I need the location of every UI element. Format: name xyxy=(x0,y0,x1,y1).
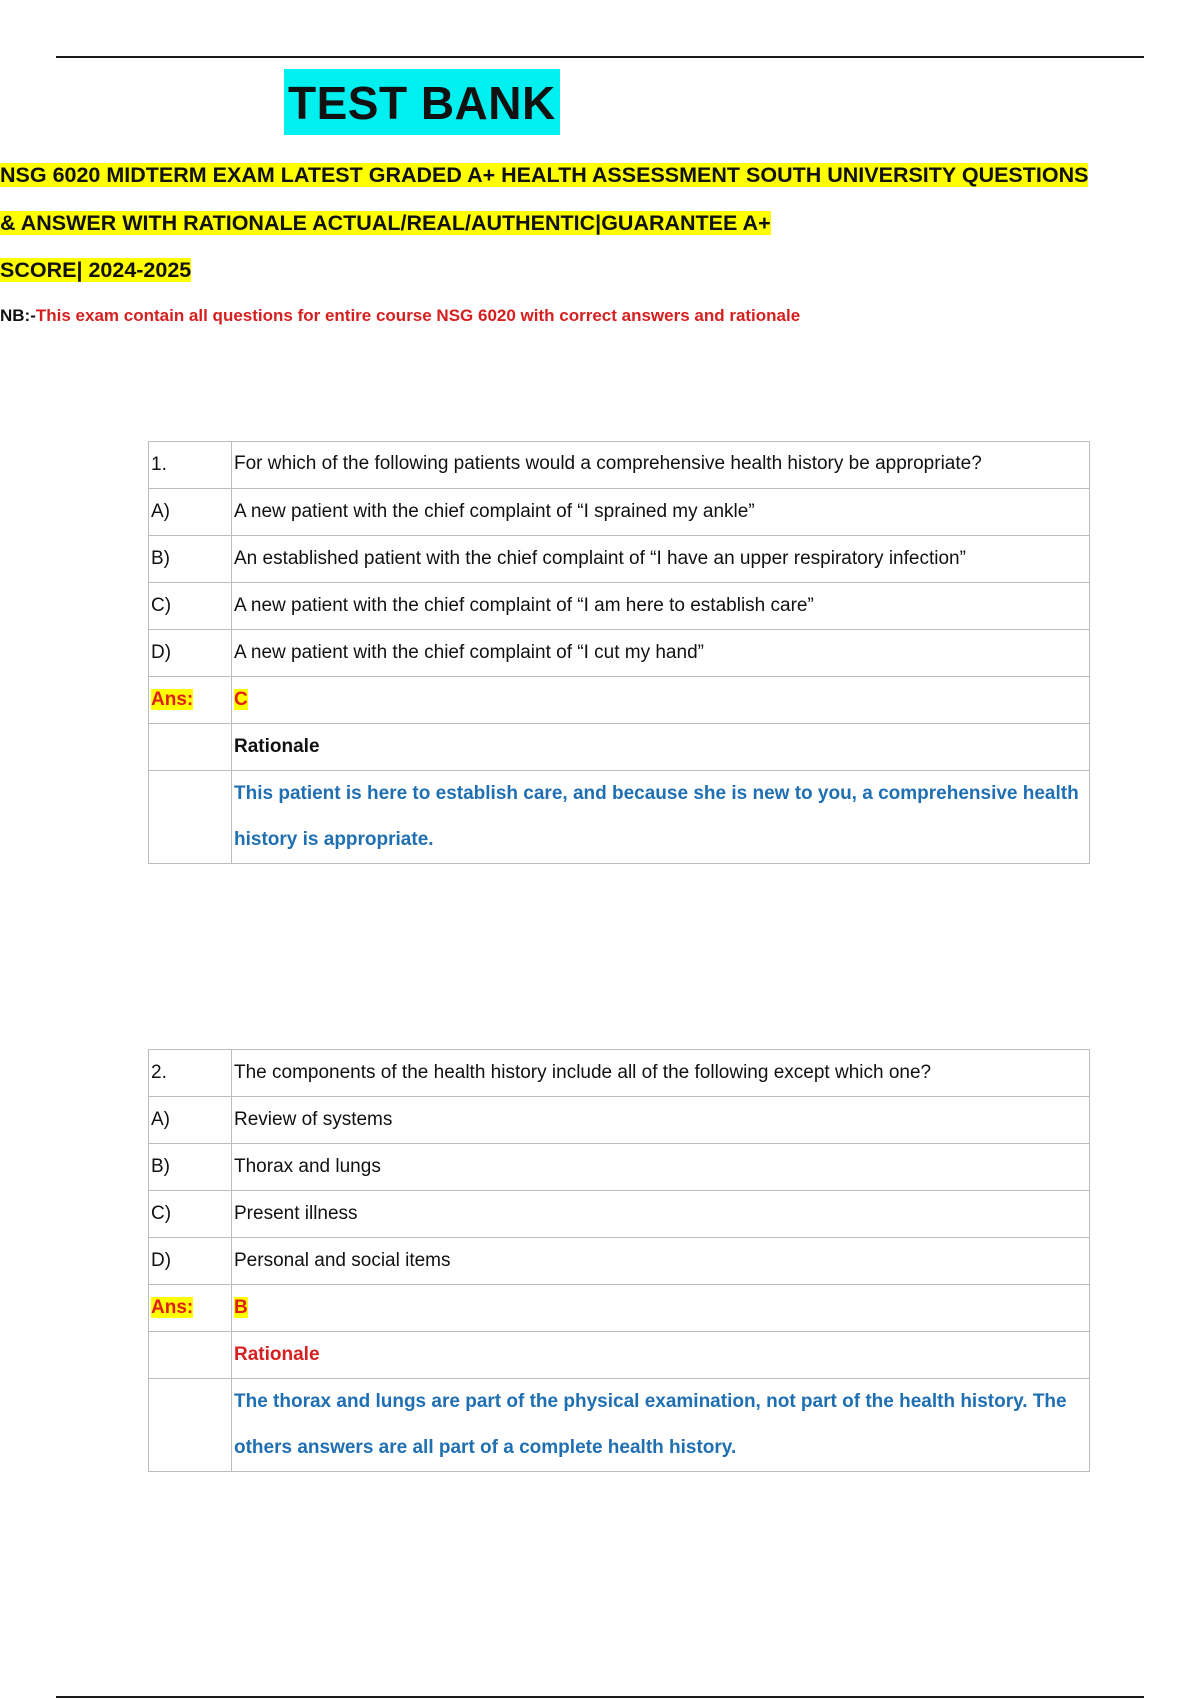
option-label: B) xyxy=(149,536,232,583)
answer-row xyxy=(149,677,1090,724)
option-row xyxy=(149,1191,1090,1238)
option-text: Personal and social items xyxy=(232,1238,1090,1285)
rationale-heading: Rationale xyxy=(232,1332,1090,1379)
heading-line-2: & ANSWER WITH RATIONALE ACTUAL/REAL/AUTHENTIC|GUARANTEE A+ xyxy=(0,211,771,235)
question-table-2 xyxy=(148,1049,1090,1472)
option-text: A new patient with the chief complaint of “I cut my hand” xyxy=(232,630,1090,677)
question-number: 2. xyxy=(149,1050,232,1097)
option-label: A) xyxy=(149,489,232,536)
option-row xyxy=(149,1144,1090,1191)
rationale-row xyxy=(149,771,1090,864)
option-row xyxy=(149,1097,1090,1144)
question-number: 1. xyxy=(149,442,232,489)
option-text: Present illness xyxy=(232,1191,1090,1238)
option-label: D) xyxy=(149,630,232,677)
option-text: A new patient with the chief complaint of “I am here to establish care” xyxy=(232,583,1090,630)
empty-cell xyxy=(149,771,232,864)
rationale-row xyxy=(149,1379,1090,1472)
option-row xyxy=(149,583,1090,630)
empty-cell xyxy=(149,1332,232,1379)
answer-label-cell xyxy=(149,1285,232,1332)
question-row xyxy=(149,1050,1090,1097)
option-row xyxy=(149,536,1090,583)
answer-row xyxy=(149,1285,1090,1332)
empty-cell xyxy=(149,1379,232,1472)
rationale-text: This patient is here to establish care, and because she is new to you, a comprehensive health history is appropriate. xyxy=(232,771,1090,864)
question-table-1 xyxy=(148,441,1090,864)
option-row xyxy=(149,630,1090,677)
option-text: Review of systems xyxy=(232,1097,1090,1144)
option-label: C) xyxy=(149,1191,232,1238)
option-text: Thorax and lungs xyxy=(232,1144,1090,1191)
top-rule xyxy=(56,56,1144,58)
rationale-text: The thorax and lungs are part of the physical examination, not part of the health history. The others answers are all part of a complete health history. xyxy=(232,1379,1090,1472)
answer-value: B xyxy=(234,1297,248,1318)
answer-label-cell xyxy=(149,677,232,724)
question-text: The components of the health history include all of the following except which one? xyxy=(232,1050,1090,1097)
option-text: An established patient with the chief complaint of “I have an upper respiratory infection” xyxy=(232,536,1090,583)
rationale-heading-row xyxy=(149,1332,1090,1379)
option-label: A) xyxy=(149,1097,232,1144)
answer-label: Ans: xyxy=(151,1297,194,1318)
answer-label: Ans: xyxy=(151,689,194,710)
option-label: D) xyxy=(149,1238,232,1285)
nb-note xyxy=(0,303,800,329)
answer-cell xyxy=(232,1285,1090,1332)
option-label: C) xyxy=(149,583,232,630)
rationale-heading: Rationale xyxy=(232,724,1090,771)
nb-label: NB:- xyxy=(0,306,36,325)
nb-text: This exam contain all questions for entire course NSG 6020 with correct answers and rationale xyxy=(35,306,801,325)
question-text: For which of the following patients would a comprehensive health history be appropriate? xyxy=(232,442,1090,489)
bottom-rule xyxy=(56,1696,1144,1698)
heading-line-1: NSG 6020 MIDTERM EXAM LATEST GRADED A+ HEALTH ASSESSMENT SOUTH UNIVERSITY QUESTIONS xyxy=(0,163,1089,187)
option-row xyxy=(149,489,1090,536)
option-label: B) xyxy=(149,1144,232,1191)
question-row xyxy=(149,442,1090,489)
answer-cell xyxy=(232,677,1090,724)
empty-cell xyxy=(149,724,232,771)
page-title: TEST BANK xyxy=(284,69,560,135)
heading-line-3: SCORE| 2024-2025 xyxy=(0,258,192,282)
answer-value: C xyxy=(234,689,248,710)
rationale-heading-row xyxy=(149,724,1090,771)
option-row xyxy=(149,1238,1090,1285)
option-text: A new patient with the chief complaint of “I sprained my ankle” xyxy=(232,489,1090,536)
